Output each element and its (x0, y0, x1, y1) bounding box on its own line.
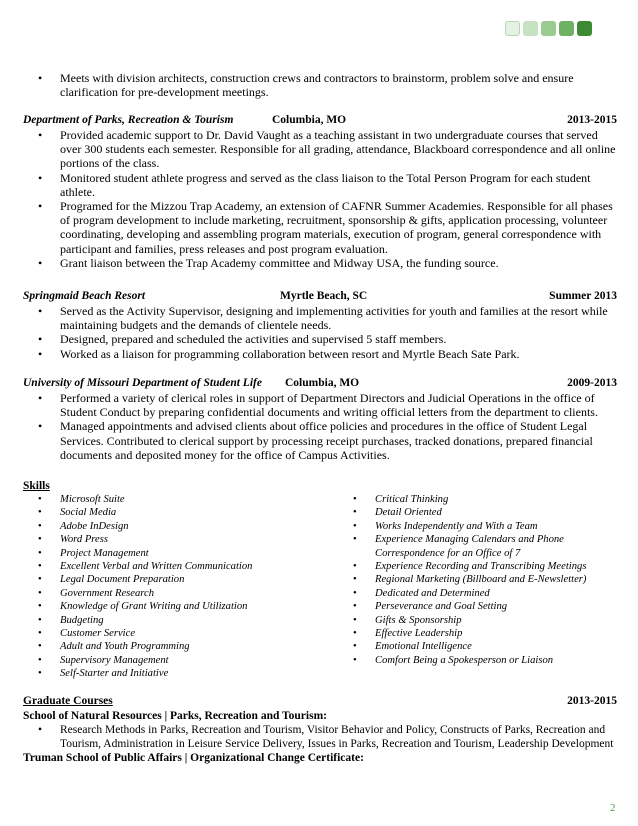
continued-job-section (23, 71, 617, 99)
job-organization: Department of Parks, Recreation & Tourism (23, 114, 234, 126)
skills-list-right (338, 493, 613, 681)
skill-item: • Dedicated and Determined (338, 587, 613, 600)
skills-list-left (23, 493, 338, 681)
school-heading: School of Natural Resources | Parks, Recreation and Tourism: (23, 710, 327, 722)
job-header (23, 113, 617, 128)
decor-square (505, 21, 520, 36)
job-bullet: • Monitored student athlete progress and served as the class liaison to the Total Person Program for each student athlete. (23, 171, 617, 199)
skill-item: • Experience Managing Calendars and Phone Correspondence for an Office of 7 (338, 533, 613, 560)
skill-item: • Word Press (23, 533, 338, 546)
decor-square (577, 21, 592, 36)
skill-item: • Critical Thinking (338, 493, 613, 506)
skill-item: • Knowledge of Grant Writing and Utilization (23, 600, 338, 613)
job-bullet: • Grant liaison between the Trap Academy committee and Midway USA, the funding source. (23, 256, 617, 270)
job-bullet: • Worked as a liaison for programming collaboration between resort and Myrtle Beach Sate Park. (23, 347, 617, 361)
job-entry (23, 113, 617, 270)
job-bullet: • Programed for the Mizzou Trap Academy, an extension of CAFNR Summer Academies. Responsible for all phases of program development to include marketing, recruitment, sponsorship & gifts, application processing, volunteer coordinating, developing and assembling program materials, execution of program, general correspondence with participant and families, press releases and post program evaluation. (23, 199, 617, 256)
header-decoration (505, 21, 592, 36)
skill-item: • Adobe InDesign (23, 520, 338, 533)
skill-item: • Effective Leadership (338, 627, 613, 640)
skill-item: • Detail Oriented (338, 506, 613, 519)
job-organization: University of Missouri Department of Student Life (23, 377, 262, 389)
job-bullet: • Provided academic support to Dr. David Vaught as a teaching assistant in two undergraduate courses that served over 300 students each semester. Responsible for all grading, attendance, Blackboard correspondence and all online portions of the class. (23, 128, 617, 171)
job-header (23, 289, 617, 304)
skill-item: • Perseverance and Goal Setting (338, 600, 613, 613)
decor-square (541, 21, 556, 36)
job-bullet: • Meets with division architects, construction crews and contractors to brainstorm, problem solve and ensure clarification for pre-development meetings. (23, 71, 617, 99)
decor-square (559, 21, 574, 36)
skill-item: • Legal Document Preparation (23, 573, 338, 586)
skill-item: • Regional Marketing (Billboard and E-Newsletter) (338, 573, 613, 586)
job-entry (23, 376, 617, 462)
graduate-heading: Graduate Courses (23, 695, 113, 707)
skill-item: • Gifts & Sponsorship (338, 614, 613, 627)
skill-item: • Government Research (23, 587, 338, 600)
decor-square (523, 21, 538, 36)
skill-item: • Supervisory Management (23, 654, 338, 667)
job-location: Columbia, MO (272, 114, 347, 126)
job-location: Myrtle Beach, SC (280, 290, 368, 302)
graduate-courses-section (23, 694, 617, 765)
skill-item: • Project Management (23, 547, 338, 560)
job-bullet: • Designed, prepared and scheduled the activities and supervised 5 staff members. (23, 332, 617, 346)
graduate-dates: 2013-2015 (567, 695, 617, 707)
job-entry (23, 289, 617, 361)
skills-heading: Skills (23, 480, 50, 492)
job-organization: Springmaid Beach Resort (23, 290, 146, 302)
job-header (23, 376, 617, 391)
skill-item: • Microsoft Suite (23, 493, 338, 506)
skills-section (23, 479, 617, 681)
graduate-header (23, 694, 617, 709)
skill-item: • Adult and Youth Programming (23, 640, 338, 653)
job-dates: Summer 2013 (549, 290, 617, 302)
skill-item: • Customer Service (23, 627, 338, 640)
skill-item: • Self-Starter and Initiative (23, 667, 338, 680)
job-dates: 2009-2013 (567, 377, 617, 389)
job-bullet: • Served as the Activity Supervisor, designing and implementing activities for youth and families at the resort while maintaining budgets and the demands of clientele needs. (23, 304, 617, 332)
skill-item: • Budgeting (23, 614, 338, 627)
course-list-item: • Research Methods in Parks, Recreation and Tourism, Visitor Behavior and Policy, Constructs of Parks, Recreation and Tourism, Administration in Leisure Service Delivery, Issues in Parks, Recreation and Tourism, Leadership Development (23, 723, 617, 751)
page-number: 2 (610, 802, 616, 814)
school-heading: Truman School of Public Affairs | Organizational Change Certificate: (23, 752, 364, 764)
job-dates: 2013-2015 (567, 114, 617, 126)
skill-item: • Social Media (23, 506, 338, 519)
skill-item: • Excellent Verbal and Written Communication (23, 560, 338, 573)
job-location: Columbia, MO (285, 377, 360, 389)
job-bullet: • Managed appointments and advised clients about office policies and procedures in the office of Student Legal Services. Contributed to clerical support by processing receipt purchases, tracked donations, prepared financial documents and deposited money for the office of Campus Activities. (23, 419, 617, 462)
skill-item: • Comfort Being a Spokesperson or Liaison (338, 654, 613, 667)
skill-item: • Emotional Intelligence (338, 640, 613, 653)
job-bullet: • Performed a variety of clerical roles in support of Department Directors and Judicial Operations in the office of Student Conduct by preparing confidential documents and writing official letters from the department to clients. (23, 391, 617, 419)
skill-item: • Experience Recording and Transcribing Meetings (338, 560, 613, 573)
skill-item: • Works Independently and With a Team (338, 520, 613, 533)
